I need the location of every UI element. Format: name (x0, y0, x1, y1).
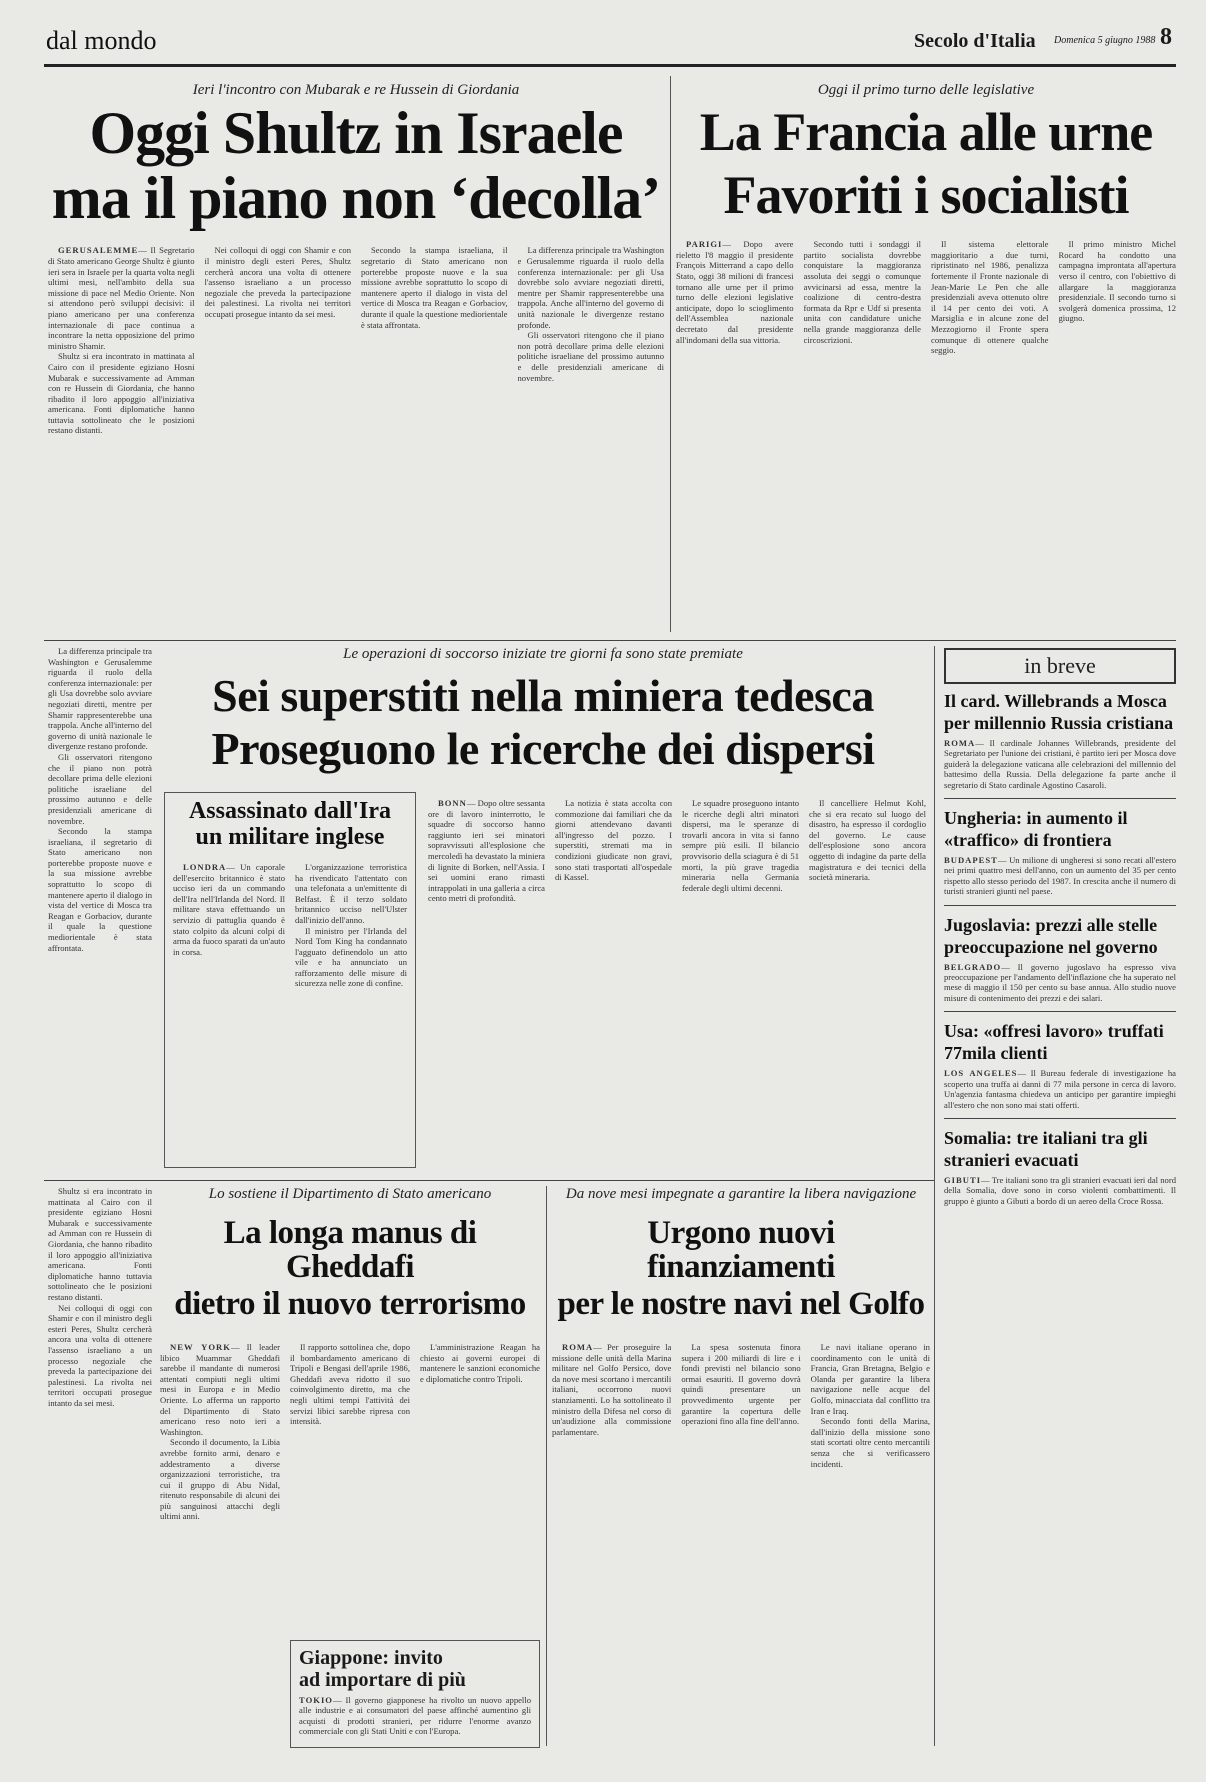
article-kicker: Lo sostiene il Dipartimento di Stato americano (208, 1186, 492, 1202)
article-paragraph: Il sistema elettorale maggioritario a due turni, ripristinato nel 1986, penalizza fortemente il Fronte nazionale di Jean-Marie Le Pen che alle presidenziali aveva ottenuto oltre il 14 per cento dei voti. A Marsiglia e in alcune zone del Mezzogiorno il Fronte spera comunque di ottenere qualche seggio. (931, 239, 1049, 356)
article-paragraph: La spesa sostenuta finora supera i 200 miliardi di lire e i fondi previsti nel bilancio sono ormai esauriti. Il governo dovrà quindi presentare un provvedimento urgente per garantire la copertura delle operazioni fino alla fine dell'anno. (681, 1341, 801, 1427)
article-paragraph: Il primo ministro Michel Rocard ha condotto una campagna improntata all'apertura verso il centro, con l'obiettivo di allargare la maggioranza presidenziale. Il secondo turno si svolgerà domenica prossima, 12 giugno. (1058, 239, 1176, 324)
article-dateline: TOKIO (299, 1695, 333, 1705)
article-body (552, 1342, 930, 1782)
article-paragraph: La notizia è stata accolta con commozione dai familiari che da giorni attendevano davanti all'ingresso del pozzo. I superstiti, stremati ma in condizioni giudicate non gravi, sono stati trasportati all'ospedale di Kassel. (555, 798, 672, 883)
issue-date: Domenica 5 giugno 1988 (1054, 35, 1156, 46)
article-headline-line2: per le nostre navi nel Golfo (557, 1286, 925, 1323)
article-headline-line2: ad importare di più (299, 1669, 466, 1691)
article-paragraph: Il cancelliere Helmut Kohl, che si era recato sul luogo del disastro, ha espresso il cordoglio del governo. Le cause dell'esplosione sono ancora oggetto di indagine da parte della magistratura e dei tecnici della società mineraria. (809, 798, 926, 883)
brief-title: Usa: «offresi lavoro» truffati 77mila clienti (944, 1021, 1164, 1064)
article-body (676, 239, 1176, 609)
brief-dateline: BELGRADO (944, 961, 1002, 972)
article-miniera-body (428, 798, 926, 1168)
article-headline-line1: Giappone: invito (299, 1647, 443, 1669)
brief-divider (944, 798, 1176, 799)
article-column (555, 798, 672, 1168)
brief-text (944, 855, 1176, 897)
continuation-column (48, 646, 152, 1176)
article-paragraph: — Dopo avere rieletto l'8 maggio il presidente François Mitterrand a capo dello Stato, oggi 38 milioni di francesi tornano alle urne per il primo turno delle elezioni legislative anticipate, dopo lo scioglimento dell'Assemblea nazionale decretato dal presidente all'indomani della sua vittoria. (676, 239, 794, 345)
article-paragraph: Le squadre proseguono intanto le ricerche degli altri minatori dispersi, ma le speranze di trovarli ancora in vita si fanno sempre più esili. Il bilancio provvisorio della sciagura è di 51 morti, la più grave tragedia mineraria nella Germania federale degli ultimi decenni. (682, 798, 799, 893)
brief-body: — Un milione di ungheresi si sono recati all'estero nei primi quattro mesi dell'anno, con un aumento del 35 per cento rispetto allo stesso periodo del 1987. In crescita anche il numero di turisti stranieri giunti nel paese. (944, 855, 1176, 897)
article-paragraph: Secondo il documento, la Libia avrebbe fornito armi, denaro e addestramento a diverse organizzazioni terroristiche, tra cui il gruppo di Abu Nidal, ritenuto responsabile di alcuni dei più sanguinosi attacchi degli ultimi anni. (160, 1437, 280, 1522)
article-paragraph: — Un caporale dell'esercito britannico è stato ucciso ieri da un commando dell'Ira nell'Irlanda del Nord. Il militare stava effettuando un servizio di pattuglia quando è stato colpito da alcuni colpi di arma da fuoco sparati da un'auto in corsa. (173, 861, 285, 957)
section-rule (44, 640, 1176, 641)
column-divider (670, 76, 671, 632)
article-column (160, 1342, 280, 1762)
article-golfo (552, 1186, 930, 1746)
article-paragraph: Nei colloqui di oggi con Shamir e con il ministro degli esteri Peres, Shultz cercherà ancora una volta di ottenere l'assenso israeliano a un processo negoziale che preveda la partecipazione dei palestinesi. La rivolta nei territori occupati prosegue intanto da sei mesi. (204, 245, 351, 319)
article-column (428, 798, 545, 1168)
brief-item (944, 1127, 1176, 1206)
article-kicker: Da nove mesi impegnate a garantire la libera navigazione (565, 1186, 917, 1202)
brief-divider (944, 905, 1176, 906)
brief-item (944, 1020, 1176, 1110)
article-dateline: ROMA (562, 1341, 594, 1352)
masthead-rule (44, 64, 1176, 67)
article-text (299, 1695, 531, 1737)
article-ira (164, 792, 416, 1168)
article-column (676, 239, 794, 609)
brief-title: Il card. Willebrands a Mosca per millennio Russia cristiana (944, 691, 1174, 733)
brief-text (944, 1068, 1176, 1110)
article-kicker: Oggi il primo turno delle legislative (817, 82, 1035, 98)
article-column (804, 239, 922, 609)
brief-body: — Tre italiani sono tra gli stranieri evacuati ieri dal nord della Somalia, dove sono in corso violenti combattimenti. Il gruppo è giunto a Gibuti a bordo di un aereo della Croce Rossa. (944, 1174, 1176, 1206)
article-body (48, 245, 664, 615)
article-column (361, 245, 508, 615)
in-breve-label-box (944, 648, 1176, 684)
article-headline-line2: Favoriti i socialisti (723, 165, 1129, 226)
article-column (811, 1342, 930, 1782)
brief-dateline: ROMA (944, 738, 976, 748)
article-paragraph: Gli osservatori ritengono che il piano non potrà decollare prima delle elezioni politiche israeliane del prossimo autunno e delle presidenziali americane di novembre. (48, 751, 152, 826)
article-column (173, 862, 285, 1152)
article-paragraph: La differenza principale tra Washington e Gerusalemme riguarda il ruolo della conferenza internazionale: per gli Usa dovrebbe solo avviare negoziati diretti, mentre per Shamir rappresenterebbe una trappola. Anche all'interno del governo di unità nazionale le divergenze restano profonde. (48, 646, 152, 752)
article-column (809, 798, 926, 1168)
brief-body: — Il Bureau federale di investigazione ha scoperto una truffa ai danni di 77 mila persone in cerca di lavoro. Un'agenzia fantasma chiedeva un anticipo per garantire impieghi all'estero che non sono mai stati offerti. (944, 1068, 1176, 1110)
article-headline-line1: La Francia alle urne (699, 102, 1153, 162)
article-paragraph: — Il governo giapponese ha rivolto un nuovo appello alle industrie e ai consumatori del paese affinché aumentino gli acquisti di prodotti stranieri, per ridurre l'enorme avanzo commerciale con gli Stati Uniti e con l'Europa. (299, 1695, 531, 1737)
article-headline-line1: Sei superstiti nella miniera tedesca (212, 670, 874, 721)
article-dateline: GERUSALEMME (58, 245, 139, 256)
brief-title: Jugoslavia: prezzi alle stelle preoccupazione nel governo (944, 914, 1158, 957)
article-headline-line1: Oggi Shultz in Israele (89, 100, 623, 166)
brief-divider (944, 1118, 1176, 1119)
article-column (552, 1342, 671, 1782)
article-headline-line1: Urgono nuovi finanziamenti (647, 1215, 835, 1285)
brief-dateline: GIBUTI (944, 1174, 982, 1185)
article-headline-line1: La longa manus di Gheddafi (223, 1215, 477, 1285)
article-shultz (48, 72, 664, 632)
article-giappone (290, 1640, 540, 1748)
article-paragraph: L'organizzazione terroristica ha rivendicato l'attentato con una telefonata a un'emittente di Belfast. È il terzo soldato britannico ucciso nell'Ulster dall'inizio dell'anno. (295, 861, 407, 925)
article-headline-line1: Assassinato dall'Ira (188, 798, 392, 824)
continuation-column-bottom (48, 1186, 152, 1746)
article-column (48, 245, 195, 615)
article-paragraph: Gli osservatori ritengono che il piano non potrà decollare prima delle elezioni politiche israeliane del prossimo autunno e delle presidenziali americane di novembre. (517, 330, 664, 383)
article-headline-line2: dietro il nuovo terrorismo (174, 1286, 526, 1323)
article-dateline: BONN (438, 798, 467, 808)
article-paragraph: — Per proseguire la missione delle unità della Marina militare nel Golfo Persico, dove da nove mesi scortano i mercantili italiani, occorrono nuovi stanziamenti. Lo ha sottolineato il ministro della Difesa nel corso di un'audizione alla commissione parlamentare. (552, 1341, 672, 1437)
article-paragraph: — Il Segretario di Stato americano George Shultz è giunto ieri sera in Israele per la quarta volta negli ultimi mesi, nell'ambito della sua missione di pace nel Medio Oriente. Non si attendono però sviluppi decisivi: il piano americano per una conferenza internazionale di pace continua a incontrare la netta opposizione del primo ministro Shamir. (48, 245, 195, 351)
article-paragraph: Shultz si era incontrato in mattinata al Cairo con il presidente egiziano Hosni Mubarak e successivamente ad Amman con re Hussein di Giordania, che hanno ribadito il loro appoggio all'iniziativa americana. Fonti diplomatiche hanno tuttavia sottolineato che le posizioni restano distanti. (48, 1186, 152, 1302)
section-rule (44, 1180, 934, 1181)
article-body (173, 862, 407, 1152)
brief-item (944, 807, 1176, 897)
article-paragraph: Nei colloqui di oggi con Shamir e con il ministro degli esteri Peres, Shultz cercherà ancora una volta di ottenere l'assenso israeliano a un processo negoziale che preveda la partecipazione dei palestinesi. La rivolta nei territori occupati prosegue intanto da sei mesi. (48, 1302, 152, 1408)
section-title: dal mondo (46, 26, 157, 55)
brief-dateline: BUDAPEST (944, 855, 998, 866)
article-dateline: NEW YORK (170, 1341, 231, 1352)
article-francia (676, 72, 1176, 632)
article-headline-line2: Proseguono le ricerche dei dispersi (211, 722, 875, 774)
brief-title: Ungheria: in aumento il «traffico» di frontiera (944, 808, 1128, 851)
page-number: 8 (1160, 24, 1172, 50)
article-paragraph: — Dopo oltre sessanta ore di lavoro ininterrotto, le squadre di soccorso hanno raggiunto ieri sei minatori sopravvissuti all'esplosione che mercoledì ha devastato la miniera di lignite di Borken, nell'Assia. I sei uomini erano rimasti intrappolati in una galleria a circa cento metri di profondità. (428, 798, 545, 904)
brief-divider (944, 1011, 1176, 1012)
article-dateline: PARIGI (686, 239, 723, 250)
article-column (518, 245, 665, 615)
brief-text (944, 738, 1176, 790)
article-column (205, 245, 352, 615)
article-paragraph: Il ministro per l'Irlanda del Nord Tom King ha condannato l'agguato definendolo un atto vile e ha annunciato un rafforzamento delle misure di sicurezza nelle zone di confine. (295, 925, 407, 989)
article-dateline: LONDRA (183, 861, 227, 872)
article-paragraph: Secondo fonti della Marina, dall'inizio della missione sono stati scortati oltre cento mercantili senza che si verificassero incidenti. (810, 1416, 930, 1469)
brief-body: — Il cardinale Johannes Willebrands, presidente del Segretariato per l'unione dei cristiani, è partito ieri per Mosca dove guiderà la delegazione vaticana alle celebrazioni del millennio del battesimo della Russia. Della delegazione fa parte anche il segretario di Stato cardinale Agostino Casaroli. (944, 738, 1176, 790)
brief-body: — Il governo jugoslavo ha espresso viva preoccupazione per l'andamento dell'inflazione che ha superato nel mese di maggio il 150 per cento su base annua. Allo studio nuove misure di contenimento dei prezzi e dei salari. (944, 961, 1176, 1003)
article-column (48, 646, 152, 1176)
article-paragraph: Il rapporto sottolinea che, dopo il bombardamento americano di Tripoli e Bengasi dell'aprile 1986, Gheddafi aveva ridotto il suo coinvolgimento diretto, ma che negli ultimi tempi l'attività dei servizi libici sarebbe ripresa con intensità. (290, 1341, 410, 1427)
brief-dateline: LOS ANGELES (944, 1068, 1018, 1079)
article-kicker: Ieri l'incontro con Mubarak e re Hussein di Giordania (192, 82, 520, 98)
article-column (1059, 239, 1177, 609)
article-column (682, 798, 799, 1168)
article-paragraph: Secondo tutti i sondaggi il partito socialista dovrebbe conquistare la maggioranza assoluta dei seggi o comunque avvicinarsi ad essa, mentre la coalizione di centro-destra formata da Rpr e Udf si presenta unita con candidature uniche nella grande maggioranza delle circoscrizioni. (803, 239, 921, 345)
brief-text (944, 962, 1176, 1004)
article-paragraph: Secondo la stampa israeliana, il segretario di Stato americano non porterebbe proposte nuove e la sua missione avrebbe soprattutto lo scopo di mantenere aperto il dialogo in vista del vertice di Mosca tra Reagan e Gorbaciov, durante il quale la questione mediorientale è stata affrontata. (361, 245, 508, 330)
newspaper-name: Secolo d'Italia (914, 30, 1036, 52)
in-breve-label: in breve (1024, 653, 1096, 678)
masthead (44, 18, 1174, 62)
article-paragraph: La differenza principale tra Washington e Gerusalemme riguarda il ruolo della conferenza internazionale: per gli Usa dovrebbe solo avviare negoziati diretti, mentre per Shamir rappresenterebbe una trappola. Anche all'interno del governo di unità nazionale le divergenze restano profonde. (517, 245, 664, 330)
article-paragraph: L'amministrazione Reagan ha chiesto ai governi europei di mantenere le sanzioni economiche e diplomatiche contro Tripoli. (420, 1341, 540, 1384)
article-column (48, 1186, 152, 1746)
brief-title: Somalia: tre italiani tra gli stranieri evacuati (944, 1127, 1148, 1170)
article-paragraph: — Il leader libico Muammar Gheddafi sarebbe il mandante di numerosi attentati compiuti negli ultimi mesi in Europa e in Medio Oriente. Lo afferma un rapporto del Dipartimento di Stato americano reso noto ieri a Washington. (160, 1341, 280, 1437)
brief-item (944, 690, 1176, 790)
brief-text (944, 1175, 1176, 1206)
article-column (681, 1342, 800, 1782)
in-breve-sidebar (944, 646, 1176, 1750)
article-paragraph: Le navi italiane operano in coordinamento con le unità di Francia, Gran Bretagna, Belgio e Olanda per garantire la libera navigazione nelle acque del Golfo, minacciata dal conflitto tra Iran e Iraq. (810, 1341, 930, 1416)
article-paragraph: Secondo la stampa israeliana, il segretario di Stato americano non porterebbe proposte nuove e la sua missione avrebbe soprattutto lo scopo di mantenere aperto il dialogo in vista del vertice di Mosca tra Reagan e Gorbaciov, durante il quale la questione mediorientale è stata affrontata. (48, 826, 152, 953)
article-headline-line2: ma il piano non ‘decolla’ (51, 165, 661, 232)
column-divider (546, 1186, 547, 1746)
sidebar-divider (934, 646, 935, 1746)
brief-item (944, 914, 1176, 1004)
article-column (931, 239, 1049, 609)
article-headline-line2: un militare inglese (195, 824, 385, 851)
article-kicker: Le operazioni di soccorso iniziate tre giorni fa sono state premiate (343, 646, 743, 662)
article-paragraph: Shultz si era incontrato in mattinata al Cairo con il presidente egiziano Hosni Mubarak e successivamente ad Amman con re Hussein di Giordania, che hanno ribadito il loro appoggio all'iniziativa americana. Fonti diplomatiche hanno tuttavia sottolineato che le posizioni restano distanti. (48, 351, 195, 436)
article-column (295, 862, 407, 1152)
